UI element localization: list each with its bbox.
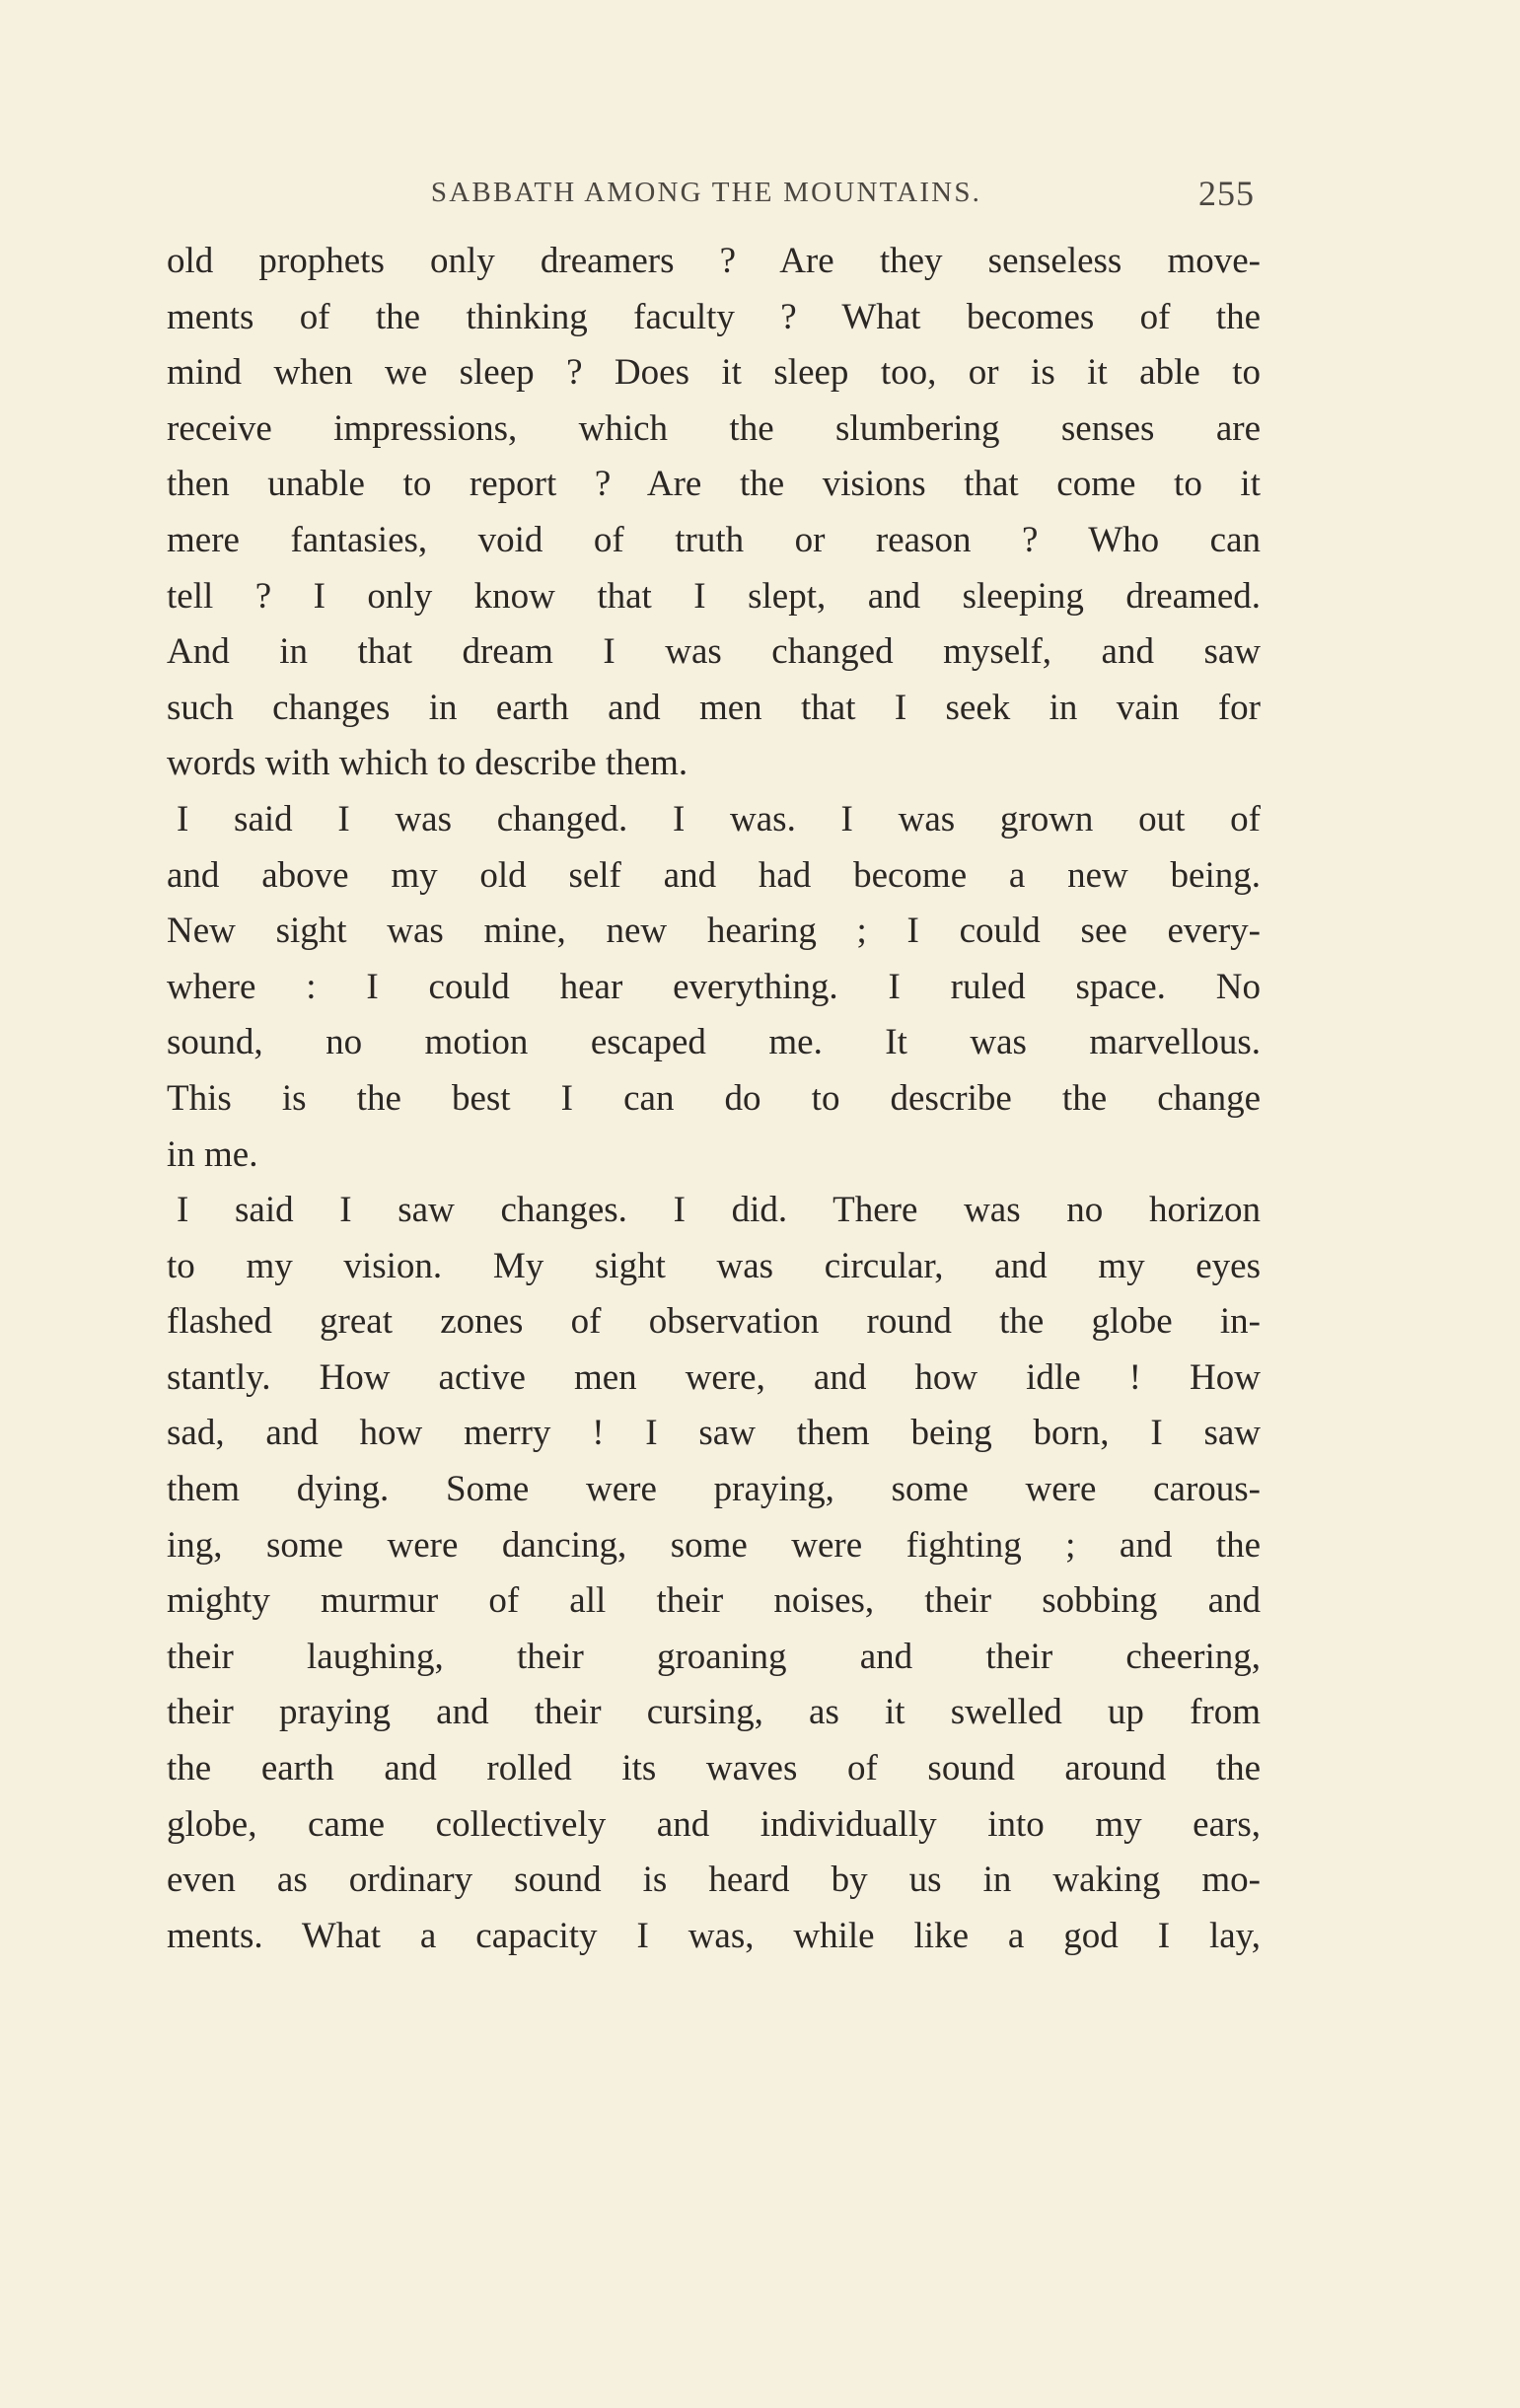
text-line: them dying. Some were praying, some were carous- — [167, 1469, 1261, 1510]
text-line: receive impressions, which the slumbering senses are — [167, 407, 1261, 449]
text-line: stantly. How active men were, and how idle ! How — [167, 1356, 1261, 1398]
text-line: flashed great zones of observation round the globe in- — [167, 1301, 1261, 1343]
text-line: ments. What a capacity I was, while like a god I lay, — [167, 1915, 1261, 1956]
body-text — [167, 234, 1261, 2167]
paragraph-end-line: words with which to describe them. — [167, 743, 688, 784]
text-line: New sight was mine, new hearing ; I could see every- — [167, 911, 1261, 952]
text-line: such changes in earth and men that I seek in vain for — [167, 687, 1261, 728]
text-line: their praying and their cursing, as it swelled up from — [167, 1692, 1261, 1733]
text-line: globe, came collectively and individually into my ears, — [167, 1803, 1261, 1845]
text-line: sound, no motion escaped me. It was marvellous. — [167, 1022, 1261, 1063]
text-line: This is the best I can do to describe the change — [167, 1077, 1261, 1119]
running-title: SABBATH AMONG THE MOUNTAINS. — [430, 177, 982, 208]
paragraph-end-line: in me. — [167, 1133, 258, 1175]
text-line: their laughing, their groaning and their cheering, — [167, 1636, 1261, 1677]
text-line: where : I could hear everything. I ruled space. No — [167, 966, 1261, 1007]
text-line: mighty murmur of all their noises, their sobbing and — [167, 1580, 1261, 1622]
text-line: and above my old self and had become a new being. — [167, 854, 1261, 896]
paragraph-start-line: I said I was changed. I was. I was grown out of — [177, 798, 1261, 839]
text-line: old prophets only dreamers ? Are they senseless move- — [167, 241, 1261, 281]
text-line: mere fantasies, void of truth or reason ? Who can — [167, 519, 1261, 560]
text-line: tell ? I only know that I slept, and sleeping dreamed. — [167, 575, 1261, 617]
paragraph-start-line: I said I saw changes. I did. There was no horizon — [177, 1190, 1261, 1231]
text-line: ments of the thinking faculty ? What becomes of the — [167, 296, 1261, 337]
running-head — [322, 173, 1255, 216]
text-line: ing, some were dancing, some were fighting ; and the — [167, 1524, 1261, 1566]
text-line: even as ordinary sound is heard by us in waking mo- — [167, 1860, 1261, 1901]
text-line: And in that dream I was changed myself, and saw — [167, 631, 1261, 673]
text-line: to my vision. My sight was circular, and my eyes — [167, 1245, 1261, 1286]
text-line: sad, and how merry ! I saw them being born, I saw — [167, 1413, 1261, 1454]
text-line: then unable to report ? Are the visions that come to it — [167, 464, 1261, 505]
text-line: mind when we sleep ? Does it sleep too, or is it able to — [167, 352, 1261, 394]
page-number: 255 — [1198, 174, 1255, 213]
text-line: the earth and rolled its waves of sound around the — [167, 1748, 1261, 1789]
